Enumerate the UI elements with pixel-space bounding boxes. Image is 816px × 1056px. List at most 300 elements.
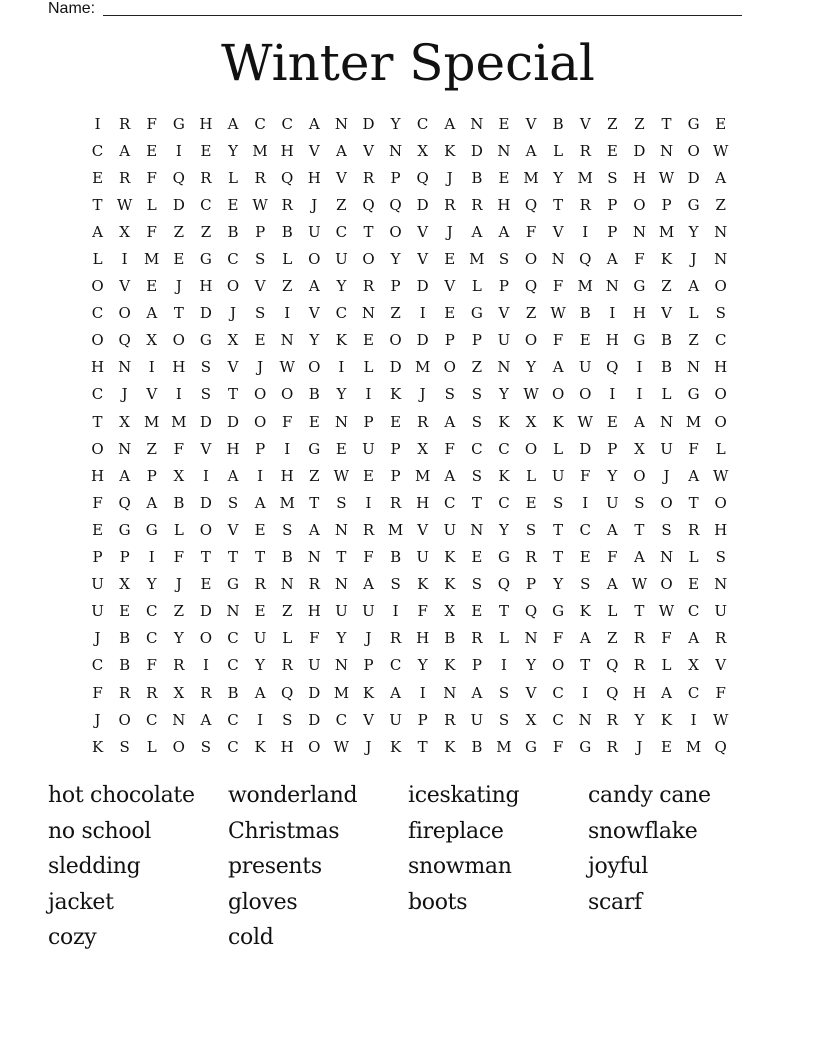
grid-letter: B [444, 629, 456, 648]
grid-letter: H [91, 466, 105, 485]
grid-letter: N [118, 358, 132, 377]
grid-letter: D [199, 493, 212, 512]
grid-letter: Z [525, 304, 537, 323]
grid-letter: S [498, 710, 510, 729]
grid-letter: S [282, 710, 293, 729]
grid-letter: L [173, 520, 184, 539]
grid-letter: D [470, 141, 483, 160]
grid-letter: E [444, 304, 456, 323]
grid-letter: H [280, 141, 294, 160]
grid-letter: Q [281, 683, 294, 702]
grid-letter: C [145, 710, 158, 729]
grid-letter: V [227, 358, 239, 377]
grid-letter: I [175, 385, 182, 404]
grid-letter: E [173, 250, 185, 269]
grid-letter: Z [607, 114, 618, 133]
grid-letter: I [365, 493, 372, 512]
grid-letter: G [497, 548, 510, 567]
grid-letter: H [172, 358, 186, 377]
word-bank-item: presents [228, 854, 322, 880]
grid-letter: X [634, 439, 645, 458]
grid-letter: O [226, 277, 240, 296]
grid-letter: L [146, 195, 157, 214]
grid-letter: H [632, 683, 646, 702]
grid-letter: D [308, 710, 321, 729]
grid-letter: N [334, 520, 348, 539]
name-underline [103, 15, 742, 16]
grid-letter: N [118, 439, 132, 458]
grid-letter: M [144, 412, 160, 431]
grid-letter: P [417, 710, 428, 729]
grid-letter: S [200, 385, 212, 404]
grid-letter: H [280, 737, 294, 756]
grid-letter: O [714, 412, 727, 431]
grid-letter: C [687, 602, 700, 621]
grid-letter: R [606, 710, 618, 729]
grid-letter: F [281, 412, 293, 431]
grid-letter: H [280, 466, 294, 485]
grid-letter: U [443, 520, 457, 539]
grid-letter: Z [607, 629, 618, 648]
grid-letter: K [362, 683, 375, 702]
grid-letter: E [200, 575, 212, 594]
grid-letter: I [338, 358, 345, 377]
grid-letter: G [687, 114, 700, 133]
grid-letter: A [606, 250, 618, 269]
grid-letter: S [200, 737, 212, 756]
grid-letter: G [633, 277, 646, 296]
grid-letter: N [497, 358, 511, 377]
grid-letter: M [171, 412, 187, 431]
grid-letter: O [551, 385, 565, 404]
grid-letter: U [335, 602, 348, 621]
word-bank-item: scarf [588, 889, 642, 915]
grid-letter: E [471, 602, 483, 621]
grid-letter: B [227, 683, 239, 702]
grid-letter: D [362, 114, 375, 133]
grid-letter: Y [526, 358, 536, 377]
grid-letter: A [146, 304, 158, 323]
grid-letter: S [525, 520, 537, 539]
grid-letter: G [145, 520, 158, 539]
grid-letter: Y [390, 250, 401, 269]
grid-letter: C [335, 222, 348, 241]
grid-letter: D [633, 141, 646, 160]
grid-letter: Y [146, 575, 157, 594]
grid-letter: S [498, 683, 510, 702]
grid-letter: O [199, 629, 213, 648]
grid-letter: I [582, 683, 589, 702]
grid-letter: W [279, 358, 295, 377]
grid-letter: L [553, 141, 564, 160]
grid-letter: N [659, 548, 674, 567]
grid-letter: Q [281, 168, 294, 187]
grid-letter: K [335, 331, 347, 350]
grid-letter: J [365, 629, 372, 648]
grid-letter: U [253, 629, 267, 648]
grid-letter: E [146, 277, 158, 296]
grid-letter: G [118, 520, 131, 539]
grid-letter: C [687, 683, 700, 702]
grid-letter: K [389, 385, 402, 404]
grid-letter: J [94, 629, 101, 648]
grid-letter: E [498, 114, 510, 133]
grid-letter: Z [715, 195, 726, 214]
grid-letter: Z [173, 602, 185, 621]
grid-letter: R [633, 629, 646, 648]
grid-letter: N [280, 331, 294, 350]
grid-letter: B [281, 548, 293, 567]
grid-letter: K [444, 141, 456, 160]
grid-letter: Y [309, 331, 320, 350]
grid-letter: H [199, 114, 213, 133]
grid-letter: S [580, 575, 591, 594]
grid-letter: O [524, 331, 538, 350]
grid-letter: G [308, 439, 321, 458]
grid-letter: I [148, 548, 155, 567]
grid-letter: K [254, 737, 266, 756]
grid-letter: L [661, 385, 672, 404]
grid-letter: T [553, 520, 564, 539]
grid-letter: O [524, 439, 538, 458]
grid-letter: H [714, 358, 728, 377]
grid-letter: V [715, 656, 727, 675]
grid-letter: S [390, 575, 401, 594]
grid-letter: U [660, 439, 673, 458]
grid-letter: Q [606, 358, 619, 377]
grid-letter: V [498, 304, 510, 323]
grid-letter: K [498, 412, 510, 431]
grid-letter: F [173, 548, 185, 567]
grid-letter: Y [390, 114, 401, 133]
grid-letter: K [91, 737, 104, 756]
grid-letter: O [308, 250, 321, 269]
grid-letter: F [146, 168, 157, 187]
grid-letter: K [417, 575, 429, 594]
word-bank-item: sledding [48, 854, 141, 880]
grid-letter: R [362, 168, 375, 187]
grid-letter: O [579, 385, 592, 404]
grid-letter: J [419, 385, 426, 404]
grid-letter: U [714, 602, 728, 621]
grid-letter: S [607, 168, 618, 187]
grid-letter: R [471, 629, 483, 648]
grid-letter: X [444, 602, 456, 621]
grid-letter: H [307, 168, 321, 187]
grid-letter: W [550, 304, 566, 323]
grid-letter: Y [336, 277, 347, 296]
grid-letter: D [199, 304, 212, 323]
grid-letter: U [91, 575, 104, 594]
grid-letter: A [227, 114, 239, 133]
grid-letter: W [658, 168, 675, 187]
grid-letter: E [146, 141, 158, 160]
name-field [48, 0, 742, 20]
grid-letter: V [661, 304, 672, 323]
grid-letter: R [118, 683, 131, 702]
grid-letter: Y [526, 656, 536, 675]
grid-letter: Z [146, 439, 157, 458]
grid-letter: X [173, 466, 185, 485]
grid-letter: D [687, 168, 700, 187]
grid-letter: O [660, 493, 673, 512]
grid-letter: K [552, 412, 564, 431]
grid-letter: C [552, 683, 564, 702]
grid-letter: R [579, 141, 591, 160]
grid-letter: S [471, 412, 482, 431]
grid-letter: X [119, 575, 130, 594]
grid-letter: F [552, 737, 564, 756]
grid-letter: D [579, 439, 592, 458]
grid-letter: I [609, 385, 616, 404]
grid-letter: C [416, 114, 429, 133]
grid-letter: R [389, 493, 402, 512]
word-bank-item: hot chocolate [48, 783, 195, 808]
grid-letter: K [389, 737, 402, 756]
grid-letter: E [606, 412, 618, 431]
grid-letter: R [200, 168, 212, 187]
grid-letter: U [307, 656, 321, 675]
grid-letter: Z [200, 222, 212, 241]
grid-letter: A [254, 683, 266, 702]
grid-letter: R [362, 520, 375, 539]
grid-letter: B [173, 493, 185, 512]
grid-letter: W [116, 195, 133, 214]
grid-letter: L [526, 466, 537, 485]
grid-letter: R [200, 683, 212, 702]
grid-letter: S [119, 737, 130, 756]
grid-letter: G [172, 114, 185, 133]
grid-letter: D [199, 412, 212, 431]
grid-letter: A [634, 412, 645, 431]
grid-letter: A [119, 141, 131, 160]
grid-letter: U [551, 466, 565, 485]
grid-letter: S [498, 250, 510, 269]
grid-letter: N [551, 250, 565, 269]
grid-letter: F [146, 222, 157, 241]
grid-letter: P [92, 548, 103, 567]
grid-letter: A [390, 683, 401, 702]
word-bank-item: iceskating [408, 783, 520, 808]
grid-letter: A [634, 548, 645, 567]
grid-letter: G [525, 737, 538, 756]
grid-letter: C [91, 385, 104, 404]
grid-letter: O [714, 385, 727, 404]
grid-letter: F [309, 629, 320, 648]
grid-letter: C [91, 656, 104, 675]
word-bank [48, 778, 768, 956]
grid-letter: G [552, 602, 565, 621]
grid-letter: R [579, 195, 591, 214]
grid-letter: N [470, 520, 484, 539]
grid-letter: N [334, 575, 348, 594]
grid-letter: Q [714, 737, 727, 756]
grid-letter: J [311, 195, 318, 214]
grid-letter: G [199, 250, 212, 269]
grid-letter: A [661, 683, 672, 702]
word-bank-item: snowflake [588, 818, 698, 844]
grid-letter: I [636, 358, 643, 377]
grid-letter: F [92, 493, 103, 512]
grid-letter: R [118, 114, 131, 133]
grid-letter: B [390, 548, 402, 567]
grid-letter: A [308, 520, 320, 539]
grid-letter: O [660, 575, 673, 594]
grid-letter: N [605, 277, 619, 296]
grid-letter: N [280, 575, 294, 594]
grid-letter: B [119, 629, 131, 648]
grid-letter: R [444, 195, 456, 214]
grid-letter: K [444, 737, 456, 756]
grid-letter: N [632, 222, 646, 241]
grid-letter: C [471, 439, 483, 458]
grid-letter: T [634, 520, 645, 539]
grid-letter: T [417, 737, 428, 756]
grid-letter: Q [524, 277, 538, 296]
grid-letter: P [471, 331, 482, 350]
grid-letter: C [200, 195, 212, 214]
grid-letter: A [444, 412, 456, 431]
word-bank-item: jacket [48, 889, 114, 915]
grid-letter: A [444, 466, 456, 485]
grid-letter: I [257, 710, 264, 729]
grid-letter: M [144, 250, 160, 269]
grid-letter: S [471, 466, 482, 485]
grid-letter: A [308, 277, 320, 296]
grid-letter: C [145, 602, 158, 621]
grid-letter: X [119, 222, 130, 241]
grid-letter: A [606, 575, 618, 594]
grid-letter: T [580, 656, 591, 675]
name-label: Name: [48, 0, 96, 17]
grid-letter: E [254, 520, 266, 539]
grid-letter: W [712, 710, 729, 729]
grid-letter: Z [309, 466, 320, 485]
grid-letter: H [632, 304, 646, 323]
word-bank-item: no school [48, 818, 152, 844]
grid-letter: F [444, 439, 455, 458]
grid-letter: M [279, 493, 295, 512]
grid-letter: Y [688, 222, 699, 241]
grid-letter: Z [471, 358, 483, 377]
grid-letter: A [606, 520, 618, 539]
grid-letter: H [632, 168, 646, 187]
grid-letter: O [281, 385, 294, 404]
grid-letter: M [414, 466, 431, 485]
grid-letter: A [688, 629, 700, 648]
grid-letter: V [308, 304, 320, 323]
grid-letter: E [715, 114, 727, 133]
grid-letter: Z [281, 602, 293, 621]
grid-letter: O [308, 358, 321, 377]
grid-letter: Y [499, 385, 509, 404]
grid-letter: J [121, 385, 128, 404]
grid-letter: I [284, 439, 291, 458]
grid-letter: B [552, 114, 564, 133]
grid-letter: W [523, 385, 539, 404]
grid-letter: R [606, 737, 618, 756]
grid-letter: P [146, 466, 157, 485]
grid-letter: N [334, 412, 348, 431]
grid-letter: J [636, 737, 643, 756]
grid-letter: N [714, 222, 728, 241]
grid-letter: I [284, 304, 291, 323]
grid-letter: E [390, 412, 402, 431]
grid-letter: V [335, 168, 347, 187]
grid-letter: U [578, 358, 592, 377]
grid-letter: S [471, 385, 482, 404]
grid-letter: I [500, 656, 507, 675]
grid-letter: I [148, 358, 155, 377]
grid-letter: E [254, 331, 266, 350]
grid-letter: S [227, 493, 239, 512]
grid-letter: N [443, 683, 457, 702]
grid-letter: Y [417, 656, 428, 675]
grid-letter: W [631, 575, 648, 594]
grid-letter: N [307, 548, 321, 567]
grid-letter: F [525, 222, 537, 241]
grid-letter: G [227, 575, 239, 594]
word-bank-item: snowman [408, 854, 512, 880]
grid-letter: L [92, 250, 103, 269]
grid-letter: Q [118, 493, 131, 512]
grid-letter: O [172, 331, 185, 350]
grid-letter: O [714, 277, 727, 296]
grid-letter: N [172, 710, 186, 729]
grid-letter: C [335, 710, 348, 729]
grid-letter: P [390, 439, 401, 458]
grid-letter: W [712, 466, 729, 485]
grid-letter: S [282, 520, 293, 539]
grid-letter: I [419, 683, 426, 702]
grid-letter: T [688, 493, 699, 512]
grid-letter: L [553, 439, 564, 458]
letter-grid [84, 110, 735, 760]
grid-letter: Q [524, 195, 538, 214]
grid-letter: U [416, 548, 429, 567]
grid-letter: P [119, 548, 130, 567]
grid-letter: L [661, 656, 672, 675]
grid-letter: O [389, 222, 402, 241]
grid-letter: I [202, 656, 209, 675]
grid-letter: C [145, 629, 158, 648]
grid-letter: U [307, 222, 321, 241]
grid-letter: Y [634, 710, 645, 729]
grid-letter: P [607, 222, 618, 241]
grid-letter: T [471, 493, 482, 512]
grid-letter: P [661, 195, 672, 214]
grid-letter: T [553, 548, 564, 567]
grid-letter: N [714, 575, 728, 594]
grid-letter: C [552, 710, 564, 729]
grid-letter: G [199, 331, 212, 350]
grid-letter: J [446, 222, 453, 241]
grid-letter: V [254, 277, 266, 296]
grid-letter: O [172, 737, 185, 756]
grid-letter: T [498, 602, 509, 621]
grid-letter: H [91, 358, 105, 377]
grid-letter: N [389, 141, 403, 160]
grid-letter: R [417, 412, 429, 431]
grid-letter: B [661, 358, 673, 377]
grid-letter: P [363, 656, 374, 675]
grid-letter: B [471, 737, 483, 756]
grid-letter: T [661, 114, 672, 133]
grid-letter: M [469, 250, 485, 269]
grid-letter: E [200, 141, 212, 160]
grid-letter: C [498, 439, 510, 458]
grid-letter: V [308, 141, 320, 160]
